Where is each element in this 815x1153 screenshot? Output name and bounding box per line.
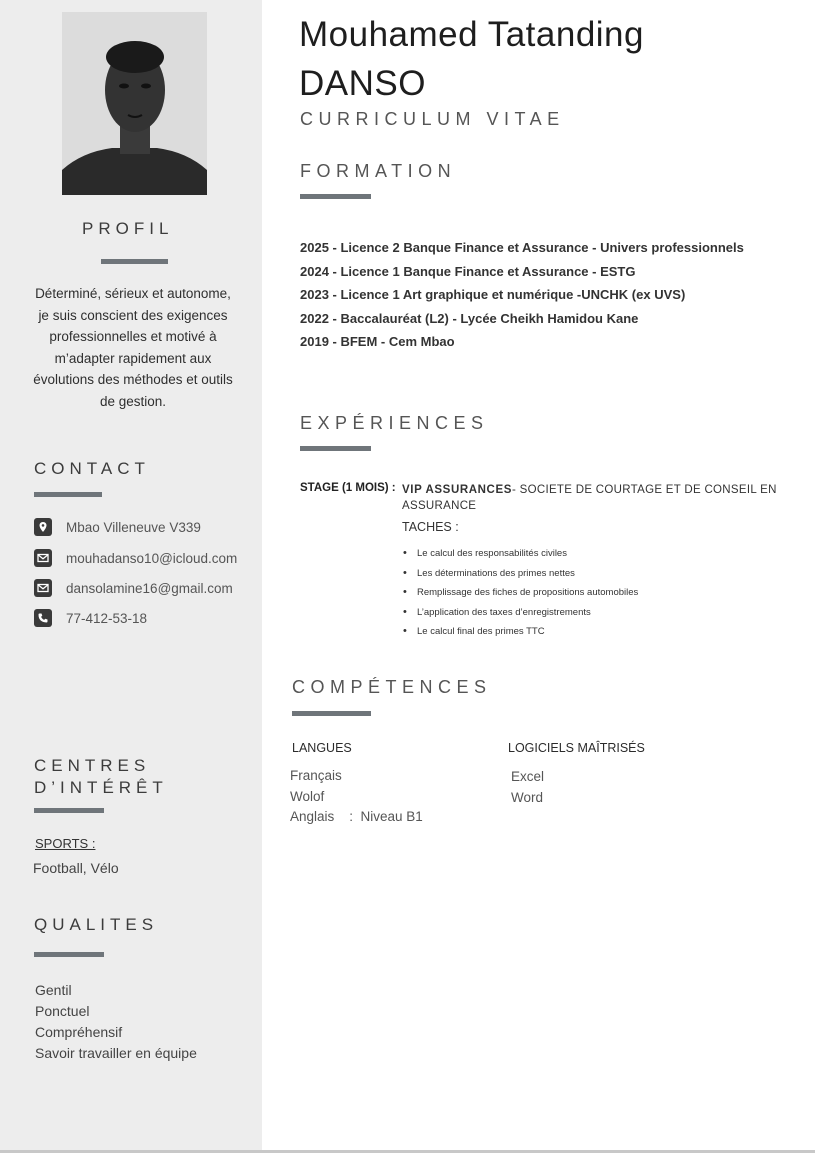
profil-divider [101,259,168,264]
formation-item: 2023 - Licence 1 Art graphique et numérique -UNCHK (ex UVS) [300,287,686,302]
task-item: • Remplissage des fiches de propositions automobiles [417,583,638,603]
contact-email-2-text[interactable]: dansolamine16@gmail.com [66,580,233,596]
contact-phone[interactable] [34,609,147,627]
formation-heading: FORMATION [300,161,457,181]
mail-icon [34,549,52,567]
logiciel-item: Excel [511,769,545,784]
task-item: • L’application des taxes d’enregistrements [417,603,638,623]
qualites-divider [34,952,104,957]
logiciels-list [511,767,544,808]
task-item: • Les déterminations des primes nettes [417,564,638,584]
cv-subtitle: CURRICULUM VITAE [300,109,565,129]
formation-item: 2022 - Baccalauréat (L2) - Lycée Cheikh Hamidou Kane [300,310,639,326]
interests-divider [34,808,104,813]
contact-address-text: Mbao Villeneuve V339 [66,519,201,535]
logiciel-item: Word [511,789,544,805]
profil-heading: PROFIL [82,219,174,238]
qualites-heading: QUALITES [34,915,159,934]
interests-heading-line1: CENTRES [34,756,151,775]
sidebar [0,0,262,1153]
formation-item: 2025 - Licence 2 Banque Finance et Assurance - Univers professionnels [300,240,744,255]
experiences-divider [300,446,371,451]
langues-label: LANGUES [292,741,352,755]
qualite-item: Gentil [35,982,72,998]
contact-email-2[interactable] [34,579,233,597]
formation-item: 2019 - BFEM - Cem Mbao [300,334,455,349]
task-item: • Le calcul final des primes TTC [417,622,638,642]
formation-list [300,236,744,354]
task-list [417,544,638,642]
contact-phone-text[interactable]: 77-412-53-18 [66,610,148,626]
competences-divider [292,711,371,716]
contact-email-1[interactable] [34,549,237,567]
qualite-item: Compréhensif [35,1024,123,1040]
name-line1: Mouhamed Tatanding [299,15,644,54]
langues-list [290,766,423,828]
formation-item: 2024 - Licence 1 Banque Finance et Assurance - ESTG [300,263,636,279]
qualite-item: Savoir travailler en équipe [35,1045,197,1061]
interests-heading-line2: D’INTÉRÊT [34,778,168,797]
experiences-heading: EXPÉRIENCES [300,413,489,433]
logiciels-label: LOGICIELS MAÎTRISÉS [508,741,645,755]
profil-text: Déterminé, sérieux et autonome, je suis conscient des exigences professionnelles et motivé à m’adapter rapidement aux évolutions des méthodes et outils de gestion. [33,286,233,409]
contact-heading: CONTACT [34,459,150,478]
sports-label: SPORTS : [35,836,96,851]
contact-email-1-text[interactable]: mouhadanso10@icloud.com [66,550,238,566]
experience-label: STAGE (1 MOIS) : [300,482,396,494]
task-item: • Le calcul des responsabilités civiles [417,544,638,564]
langue-item: Français [290,768,342,783]
experience-company [402,482,802,514]
company-description: - SOCIETE DE COURTAGE ET DE CONSEIL EN ASSURANCE [402,484,777,512]
qualite-item: Ponctuel [35,1003,90,1019]
langue-item: Anglais : Niveau B1 [290,809,423,824]
mail-icon [34,579,52,597]
full-name [299,10,644,108]
contact-address [34,518,201,536]
langue-item: Wolof [290,788,325,804]
competences-heading: COMPÉTENCES [292,677,492,697]
phone-icon [34,609,52,627]
name-line2: DANSO [299,64,426,103]
profile-photo [62,12,207,195]
contact-divider [34,492,102,497]
location-icon [34,518,52,536]
qualites-list [35,980,197,1064]
sports-value: Football, Vélo [33,860,119,876]
company-name: VIP ASSURANCES [402,484,513,496]
tasks-label: TACHES : [402,520,459,534]
formation-divider [300,194,371,199]
